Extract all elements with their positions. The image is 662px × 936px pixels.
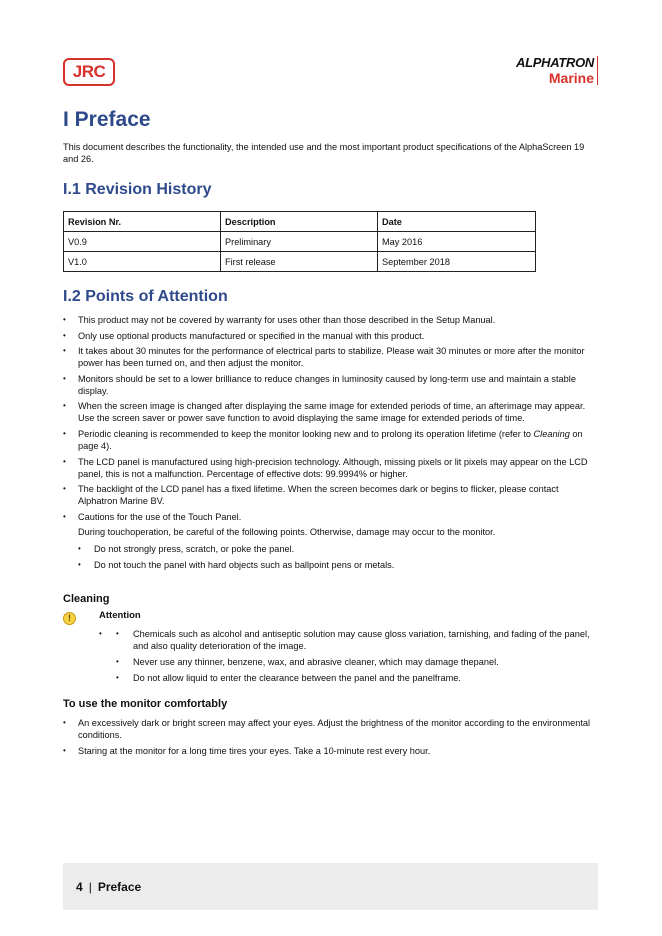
list-item: • The LCD panel is manufactured using high-precision technology. Although, missing pixels or lit pixels may appear on the LCD panel, this is not a malfunction. Percentage of effective dots: 99.9994% or higher. bbox=[63, 456, 598, 480]
header-date: Date bbox=[378, 212, 536, 232]
list-item: • Do not touch the panel with hard objects such as ballpoint pens or metals. bbox=[78, 559, 598, 571]
revision-cell: V0.9 bbox=[64, 232, 221, 252]
touch-list bbox=[63, 543, 598, 571]
cleaning-ref-link[interactable]: Cleaning bbox=[533, 428, 570, 439]
list-item: • An excessively dark or bright screen may affect your eyes. Adjust the brightness of the monitor according to the environmental conditions. bbox=[63, 717, 598, 741]
jrc-logo-text: JRC bbox=[72, 62, 106, 81]
list-item: • Only use optional products manufactured or specified in the manual with this product. bbox=[63, 330, 598, 342]
cleaning-ref-suffix: on page 4). bbox=[78, 428, 583, 451]
list-item-cleaning-ref bbox=[63, 428, 598, 452]
alphatron-logo-line2: Marine bbox=[548, 70, 594, 86]
description-cell: First release bbox=[221, 252, 378, 272]
jrc-logo bbox=[63, 58, 115, 86]
header-revision-nr: Revision Nr. bbox=[64, 212, 221, 232]
alphatron-logo-line1: ALPHATRON bbox=[516, 55, 594, 70]
attention-label: Attention bbox=[99, 610, 141, 622]
list-item: • Do not strongly press, scratch, or poke the panel. bbox=[78, 543, 598, 555]
cleaning-title: Cleaning bbox=[63, 593, 110, 606]
cleaning-attention bbox=[63, 610, 598, 684]
date-cell: September 2018 bbox=[378, 252, 536, 272]
list-item: • It takes about 30 minutes for the performance of electrical parts to stabilize. Please wait 30 minutes or more after the monitor power has been turned on, and then adjust the monitor. bbox=[63, 345, 598, 369]
list-item: • Staring at the monitor for a long time tires your eyes. Take a 10-minute rest every hour. bbox=[63, 745, 598, 757]
description-cell: Preliminary bbox=[221, 232, 378, 252]
page-number: 4 bbox=[76, 879, 83, 894]
preface-title: I Preface bbox=[63, 108, 151, 131]
page-footer bbox=[63, 863, 598, 910]
table-row bbox=[64, 252, 536, 272]
points-of-attention-title: I.2 Points of Attention bbox=[63, 288, 228, 305]
revision-table-header bbox=[64, 212, 536, 232]
touch-paragraph: During touchoperation, be careful of the following points. Otherwise, damage may occur to the monitor. bbox=[78, 527, 496, 538]
list-item: • Do not allow liquid to enter the clearance between the panel and the panelframe. bbox=[99, 672, 598, 684]
date-cell: May 2016 bbox=[378, 232, 536, 252]
revision-cell: V1.0 bbox=[64, 252, 221, 272]
list-item: • When the screen image is changed after displaying the same image for extended periods of time, an afterimage may appear. Use the screen saver or power save function to avoid displaying the same image for extended periods of time. bbox=[63, 400, 598, 424]
comfort-title: To use the monitor comfortably bbox=[63, 698, 228, 711]
main-content bbox=[63, 108, 598, 761]
table-row bbox=[64, 232, 536, 252]
attention-list bbox=[63, 314, 598, 523]
list-item: • Monitors should be set to a lower brilliance to reduce changes in luminosity caused by long-term use and maintain a stable display. bbox=[63, 373, 598, 397]
revision-table bbox=[63, 211, 536, 272]
cleaning-ref-prefix: Periodic cleaning is recommended to keep the monitor looking new and to prolong its operation lifetime (refer to bbox=[78, 428, 534, 439]
warning-icon: ! bbox=[63, 612, 76, 625]
preface-intro: This document describes the functionality, the intended use and the most important product specifications of the AlphaScreen 19 and 26. bbox=[63, 142, 585, 164]
list-item: • Chemicals such as alcohol and antiseptic solution may cause gloss variation, tarnishing, and fading of the panel, and also quality deterioration of the image. • bbox=[99, 628, 598, 652]
list-item: • The backlight of the LCD panel has a fixed lifetime. When the screen becomes dark or begins to flicker, please contact Alphatron Marine BV. bbox=[63, 483, 598, 507]
footer-separator: | bbox=[88, 879, 92, 894]
list-item: • Never use any thinner, benzene, wax, and abrasive cleaner, which may damage thepanel. bbox=[99, 656, 598, 668]
list-item: • This product may not be covered by warranty for uses other than those described in the Setup Manual. bbox=[63, 314, 598, 326]
cleaning-list bbox=[99, 628, 598, 684]
revision-history-title: I.1 Revision History bbox=[63, 181, 212, 198]
comfort-list bbox=[63, 717, 598, 757]
alphatron-logo bbox=[516, 56, 598, 85]
header-description: Description bbox=[221, 212, 378, 232]
list-item: • Cautions for the use of the Touch Panel. bbox=[63, 511, 598, 523]
footer-section: Preface bbox=[97, 879, 142, 894]
